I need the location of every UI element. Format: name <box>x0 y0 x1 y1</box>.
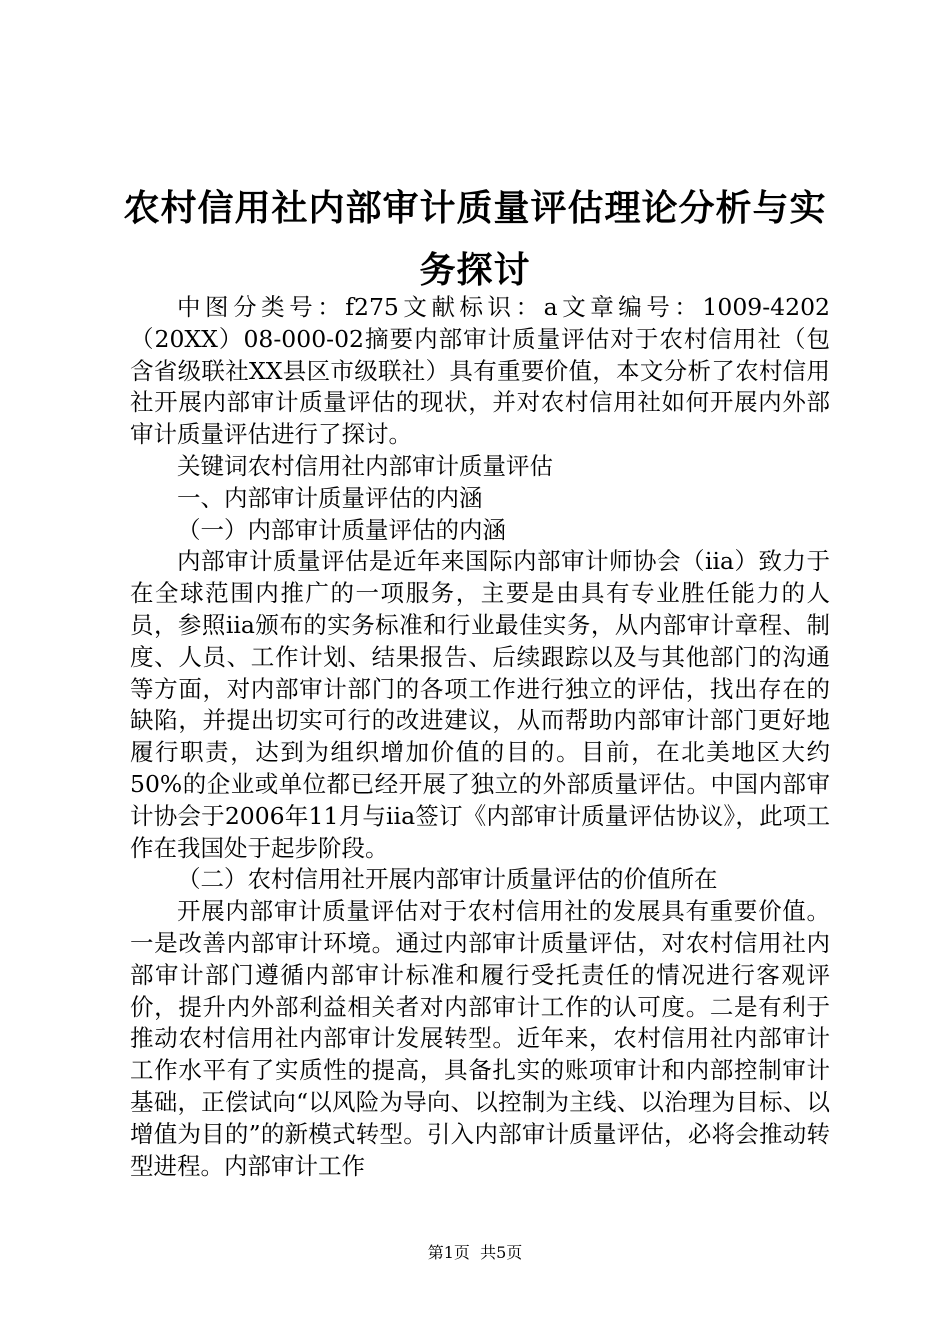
document-title: 农村信用社内部审计质量评估理论分析与实务探讨 <box>123 188 827 291</box>
page-number: 第1页 <box>427 1243 470 1262</box>
section-heading: 一、内部审计质量评估的内涵 <box>177 483 483 512</box>
keywords-line: 关键词农村信用社内部审计质量评估 <box>177 451 553 480</box>
body-paragraph: 开展内部审计质量评估对于农村信用社的发展具有重要价值。一是改善内部审计环境。通过内部审计质量评估，对农村信用社内部审计部门遵循内部审计标准和履行受托责任的情况进行客观评价，提升内外部利益相关者对内部审计工作的认可度。二是有利于推动农村信用社内部审计发展转型。近年来，农村信用社内部审计工作水平有了实质性的提高，具备扎实的账项审计和内部控制审计基础，正偿试向“以风险为导向、以控制为主线、以治理为目标、以增值为目的”的新模式转型。引入内部审计质量评估，必将会推动转型进程。内部审计工作 <box>130 897 830 1180</box>
page-total: 共5页 <box>480 1243 523 1262</box>
abstract-paragraph: 中图分类号：f275文献标识：a文章编号：1009-4202（20XX）08-000-02摘要内部审计质量评估对于农村信用社（包含省级联社XX县区市级联社）具有重要价值，本文分析了农村信用社开展内部审计质量评估的现状，并对农村信用社如何开展内外部审计质量评估进行了探讨。 <box>130 293 830 449</box>
document-body <box>130 292 830 1182</box>
subsection-heading: （一）内部审计质量评估的内涵 <box>177 515 506 544</box>
page-footer <box>0 1242 950 1264</box>
subsection-heading: （二）农村信用社开展内部审计质量评估的价值所在 <box>177 865 718 894</box>
body-paragraph: 内部审计质量评估是近年来国际内部审计师协会（iia）致力于在全球范围内推广的一项服务，主要是由具有专业胜任能力的人员，参照iia颁布的实务标准和行业最佳实务，从内部审计章程、制度、人员、工作计划、结果报告、后续跟踪以及与其他部门的沟通等方面，对内部审计部门的各项工作进行独立的评估，找出存在的缺陷，并提出切实可行的改进建议，从而帮助内部审计部门更好地履行职责，达到为组织增加价值的目的。目前，在北美地区大约50%的企业或单位都已经开展了独立的外部质量评估。中国内部审计协会于2006年11月与iia签订《内部审计质量评估协议》，此项工作在我国处于起步阶段。 <box>130 547 830 862</box>
